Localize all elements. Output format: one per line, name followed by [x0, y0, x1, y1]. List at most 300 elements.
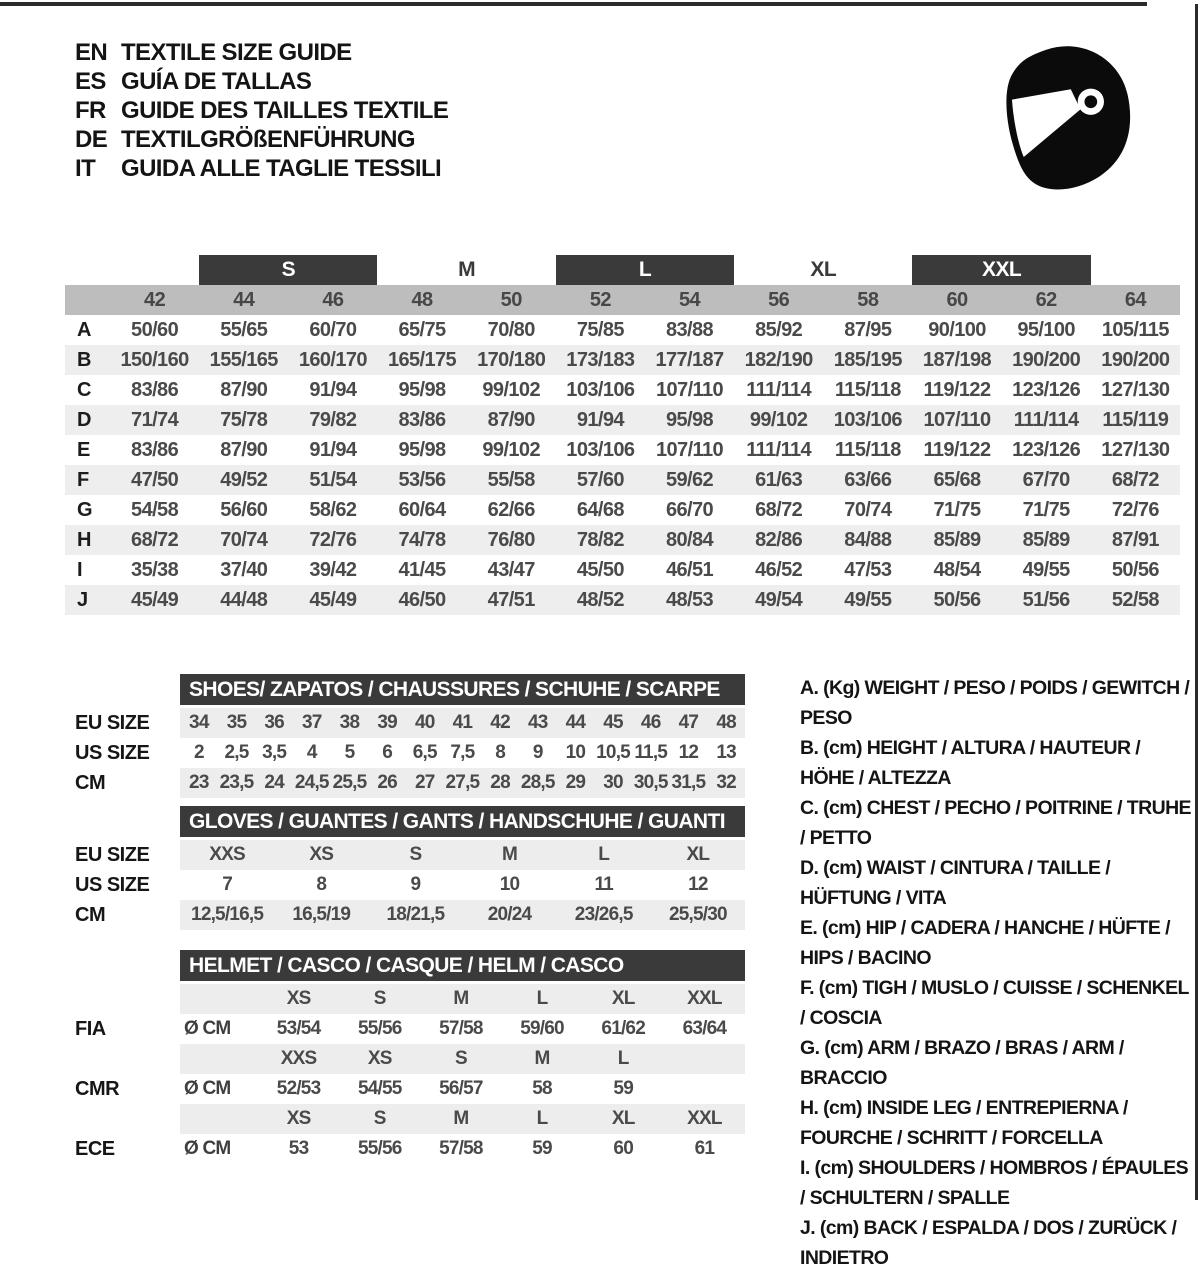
- measure-value: 107/110: [656, 438, 724, 461]
- measure-value: 111/114: [1002, 405, 1091, 435]
- measure-value: 56/60: [220, 498, 268, 521]
- shoes-header-spacer: [65, 674, 180, 705]
- shoes-row: [65, 768, 745, 798]
- measure-value: 79/82: [288, 405, 377, 435]
- gloves-value: M: [462, 840, 556, 870]
- language-label: GUIDE DES TAILLES TEXTILE: [121, 97, 449, 124]
- shoes-value: 7,5: [450, 742, 475, 763]
- row-letter: J: [65, 585, 110, 615]
- shoes-row-label: CM: [65, 768, 180, 798]
- measure-value: 107/110: [912, 405, 1001, 435]
- helmet-size-value: 63/64: [682, 1018, 727, 1039]
- measure-value: 64/68: [576, 498, 624, 521]
- helmet-size-label: XS: [339, 1044, 420, 1074]
- helmet-header-spacer: [65, 950, 180, 981]
- helmet-icon: [982, 36, 1154, 202]
- measure-value: 57/60: [556, 465, 645, 495]
- helmet-sizes-row-fia: [65, 984, 745, 1014]
- shoes-row-label: US SIZE: [65, 738, 180, 768]
- helmet-size-value: 53: [288, 1138, 309, 1159]
- language-label: TEXTILGRÖßENFÜHRUNG: [121, 126, 415, 153]
- measure-value: 83/88: [665, 318, 714, 341]
- measure-value: 75/78: [199, 405, 288, 435]
- table-cell: [110, 255, 199, 285]
- helmet-sizes-row-spacer: [65, 1104, 180, 1134]
- language-label: TEXTILE SIZE GUIDE: [121, 39, 352, 66]
- numeric-size: 60: [912, 285, 1001, 315]
- measure-value: 49/52: [199, 465, 288, 495]
- measure-row-I: [65, 555, 1180, 585]
- shoes-value: 28: [481, 768, 519, 798]
- helmet-size-label: M: [501, 1044, 582, 1074]
- helmet-standard-label: CMR: [65, 1074, 180, 1104]
- helmet-size-label: XS: [258, 1104, 339, 1134]
- measure-value: 87/90: [220, 378, 268, 401]
- measure-value: 91/94: [309, 438, 357, 461]
- language-title-it: [75, 154, 448, 183]
- shoes-value: 13: [716, 742, 736, 763]
- measure-value: 51/56: [1002, 585, 1091, 615]
- measure-value: 55/65: [220, 318, 268, 341]
- shoes-value: 10,5: [596, 742, 630, 763]
- measure-value: 50/56: [1111, 558, 1159, 581]
- size-group-l: L: [556, 255, 734, 285]
- measure-value: 48/54: [933, 558, 981, 581]
- shoes-size-block: [65, 674, 745, 798]
- helmet-sizes-row-spacer: [65, 1044, 180, 1074]
- helmet-sizes-row-ece: [65, 1104, 745, 1134]
- shoes-value: 23,5: [218, 768, 256, 798]
- language-title-de: [75, 125, 448, 154]
- shoes-value: 32: [707, 768, 745, 798]
- helmet-sizes-row-cmr: [65, 1044, 745, 1074]
- shoes-value: 41: [444, 708, 482, 738]
- measure-value: 41/45: [398, 558, 446, 581]
- measure-value: 87/91: [1091, 525, 1180, 555]
- measure-value: 95/98: [398, 378, 446, 401]
- helmet-size-value: 59/60: [520, 1018, 564, 1039]
- language-code: DE: [75, 126, 108, 153]
- gloves-value: 12,5/16,5: [180, 900, 274, 930]
- measure-value: 53/56: [377, 465, 466, 495]
- gloves-row: [65, 840, 745, 870]
- top-border-line: [0, 2, 1147, 6]
- measure-row-F: [65, 465, 1180, 495]
- shoes-value: 45: [594, 708, 632, 738]
- measure-value: 49/55: [1022, 558, 1070, 581]
- shoes-value: 46: [632, 708, 670, 738]
- gloves-value: 8: [316, 874, 327, 895]
- measure-value: 87/90: [467, 405, 556, 435]
- measure-value: 83/86: [131, 438, 179, 461]
- measure-value: 85/89: [1002, 525, 1091, 555]
- measure-value: 165/175: [377, 345, 466, 375]
- measure-value: 182/190: [734, 345, 823, 375]
- measure-value: 50/60: [131, 318, 179, 341]
- helmet-unit-spacer: [180, 1104, 258, 1134]
- helmet-size-label: XXL: [664, 984, 745, 1014]
- shoes-value: 2: [193, 742, 204, 763]
- measure-value: 85/89: [912, 525, 1001, 555]
- shoes-value: 28,5: [519, 768, 557, 798]
- helmet-size-value: [664, 1074, 745, 1104]
- helmet-size-label: [664, 1044, 745, 1074]
- shoes-section-header: SHOES/ ZAPATOS / CHAUSSURES / SCHUHE / SCARPE: [180, 674, 745, 705]
- numeric-size: 48: [377, 285, 466, 315]
- measure-value: 55/58: [467, 465, 556, 495]
- shoes-value: 24: [255, 768, 293, 798]
- measure-value: 48/53: [645, 585, 734, 615]
- helmet-size-label: XS: [258, 984, 339, 1014]
- shoes-value: 37: [293, 708, 331, 738]
- measure-value: 95/98: [398, 438, 446, 461]
- legend-item-e: E. (cm) HIP / CADERA / HANCHE / HÜFTE / HIPS / BACINO: [800, 917, 1170, 969]
- shoes-value: 9: [532, 742, 543, 763]
- shoes-value: 43: [519, 708, 557, 738]
- measure-value: 99/102: [734, 405, 823, 435]
- size-group-s: S: [199, 255, 377, 285]
- legend-item-i: I. (cm) SHOULDERS / HOMBROS / ÉPAULES / SCHULTERN / SPALLE: [800, 1157, 1189, 1209]
- measure-value: 91/94: [309, 378, 357, 401]
- gloves-section-header: GLOVES / GUANTES / GANTS / HANDSCHUHE / GUANTI: [180, 806, 745, 837]
- table-cell: [65, 285, 110, 315]
- shoes-value: 47: [670, 708, 708, 738]
- shoes-value: 44: [557, 708, 595, 738]
- measurement-legend: [800, 673, 1193, 1273]
- gloves-value: 16,5/19: [274, 900, 368, 930]
- shoes-value: 27: [406, 768, 444, 798]
- helmet-size-value: 59: [532, 1138, 552, 1159]
- measure-value: 170/180: [467, 345, 556, 375]
- table-cell: [65, 255, 110, 285]
- numeric-size: 54: [645, 285, 734, 315]
- numeric-size: 46: [288, 285, 377, 315]
- gloves-row: [65, 870, 745, 900]
- shoes-value: 8: [495, 742, 505, 763]
- gloves-value: 9: [410, 874, 421, 895]
- size-group-m: M: [458, 258, 476, 281]
- shoes-row-label: EU SIZE: [65, 708, 180, 738]
- shoes-value: 36: [255, 708, 293, 738]
- numeric-size: 50: [467, 285, 556, 315]
- gloves-value: 7: [222, 874, 232, 895]
- measure-row-J: [65, 585, 1180, 615]
- measure-value: 60/64: [398, 498, 446, 521]
- shoes-value: 35: [218, 708, 256, 738]
- gloves-size-block: [65, 806, 745, 930]
- measure-value: 67/70: [1002, 465, 1091, 495]
- helmet-size-value: 61: [694, 1138, 715, 1159]
- helmet-size-value: 57/58: [439, 1018, 483, 1039]
- shoes-value: 27,5: [444, 768, 482, 798]
- main-size-table: [65, 255, 1180, 615]
- shoes-value: 26: [368, 768, 406, 798]
- measure-value: 85/92: [755, 318, 803, 341]
- legend-item-h: H. (cm) INSIDE LEG / ENTREPIERNA / FOURCHE / SCHRITT / FORCELLA: [800, 1097, 1128, 1149]
- measure-value: 68/72: [755, 498, 803, 521]
- measure-value: 45/50: [576, 558, 624, 581]
- shoes-value: 39: [368, 708, 406, 738]
- legend-item-f: F. (cm) TIGH / MUSLO / CUISSE / SCHENKEL / COSCIA: [800, 977, 1189, 1029]
- row-letter: E: [77, 438, 90, 461]
- measure-value: 150/160: [110, 345, 199, 375]
- measure-value: 82/86: [734, 525, 823, 555]
- measure-value: 91/94: [556, 405, 645, 435]
- measure-row-G: [65, 495, 1180, 525]
- measure-value: 47/51: [467, 585, 556, 615]
- helmet-standard-label: FIA: [65, 1014, 180, 1044]
- measure-value: 99/102: [482, 438, 540, 461]
- helmet-size-label: L: [501, 1104, 582, 1134]
- shoes-value: 30,5: [632, 768, 670, 798]
- helmet-size-label: S: [420, 1044, 501, 1074]
- helmet-size-label: S: [339, 1104, 420, 1134]
- measure-value: 107/110: [656, 378, 724, 401]
- helmet-size-value: 60: [613, 1138, 633, 1159]
- language-code: IT: [75, 155, 96, 182]
- measure-value: 95/100: [1017, 318, 1075, 341]
- measure-value: 185/195: [823, 345, 912, 375]
- shoes-value: 2,5: [224, 742, 249, 763]
- gloves-value: 12: [688, 874, 708, 895]
- measure-value: 103/106: [566, 438, 635, 461]
- helmet-size-value: 54/55: [357, 1078, 402, 1099]
- measure-value: 68/72: [110, 525, 199, 555]
- measure-value: 61/63: [734, 465, 823, 495]
- numeric-size: 58: [823, 285, 912, 315]
- row-letter: C: [77, 378, 91, 401]
- shoes-value: 5: [344, 742, 355, 763]
- numeric-size-row: [65, 285, 1180, 315]
- language-title-list: [75, 38, 448, 183]
- shoes-value: 4: [306, 742, 317, 763]
- helmet-values-row-cmr: [65, 1074, 745, 1104]
- gloves-value: 25,5/30: [651, 900, 745, 930]
- measure-value: 50/56: [912, 585, 1001, 615]
- legend-item-b: B. (cm) HEIGHT / ALTURA / HAUTEUR / HÖHE / ALTEZZA: [800, 737, 1141, 789]
- size-group-header-row: [65, 255, 1180, 285]
- helmet-unit-label: Ø CM: [184, 1078, 231, 1099]
- size-group-xxl: XXL: [912, 255, 1090, 285]
- shoes-value: 30: [594, 768, 632, 798]
- measure-value: 187/198: [912, 345, 1001, 375]
- helmet-size-value: 52/53: [276, 1078, 321, 1099]
- measure-value: 68/72: [1091, 465, 1180, 495]
- measure-value: 90/100: [928, 318, 986, 341]
- measure-value: 52/58: [1091, 585, 1180, 615]
- helmet-size-label: M: [420, 984, 501, 1014]
- shoes-value: 38: [331, 708, 369, 738]
- measure-value: 72/76: [288, 525, 377, 555]
- measure-value: 59/62: [645, 465, 734, 495]
- gloves-value: 20/24: [462, 900, 556, 930]
- shoes-value: 25,5: [331, 768, 369, 798]
- measure-value: 78/82: [556, 525, 645, 555]
- row-letter: F: [65, 465, 110, 495]
- measure-value: 103/106: [566, 378, 635, 401]
- shoes-value: 6: [382, 742, 392, 763]
- measure-value: 70/80: [487, 318, 535, 341]
- helmet-size-value: 57/58: [439, 1138, 483, 1159]
- gloves-value: XS: [274, 840, 368, 870]
- measure-value: 45/49: [110, 585, 199, 615]
- shoes-value: 6,5: [412, 742, 437, 763]
- measure-row-C: [65, 375, 1180, 405]
- measure-value: 75/85: [576, 318, 624, 341]
- measure-row-H: [65, 525, 1180, 555]
- helmet-size-block: [65, 950, 745, 1164]
- shoes-value: 12: [678, 742, 699, 763]
- measure-value: 70/74: [844, 498, 892, 521]
- measure-value: 76/80: [467, 525, 556, 555]
- measure-value: 46/51: [665, 558, 714, 581]
- gloves-row-label: EU SIZE: [65, 840, 180, 870]
- measure-row-B: [65, 345, 1180, 375]
- helmet-size-label: L: [583, 1044, 664, 1074]
- measure-value: 46/52: [755, 558, 803, 581]
- shoes-value: 40: [406, 708, 444, 738]
- measure-value: 49/54: [734, 585, 823, 615]
- measure-value: 74/78: [377, 525, 466, 555]
- gloves-row-label: US SIZE: [65, 870, 180, 900]
- language-code: EN: [75, 39, 108, 66]
- measure-value: 111/114: [746, 438, 812, 461]
- measure-value: 190/200: [1091, 345, 1180, 375]
- measure-value: 39/42: [309, 558, 357, 581]
- measure-value: 62/66: [487, 498, 535, 521]
- language-title-en: [75, 38, 448, 67]
- gloves-value: L: [557, 840, 651, 870]
- measure-value: 83/86: [377, 405, 466, 435]
- helmet-size-value: 58: [532, 1078, 552, 1099]
- measure-value: 65/75: [398, 318, 446, 341]
- size-group-xl: XL: [810, 258, 837, 281]
- helmet-size-value: 55/56: [357, 1018, 402, 1039]
- right-border-line: [1195, 4, 1198, 1200]
- measure-value: 49/55: [823, 585, 912, 615]
- legend-item-j: J. (cm) BACK / ESPALDA / DOS / ZURÜCK / INDIETRO: [800, 1217, 1177, 1269]
- helmet-size-value: 59: [613, 1078, 633, 1099]
- shoes-value: 10: [565, 742, 586, 763]
- measure-value: 127/130: [1101, 378, 1170, 401]
- measure-value: 51/54: [288, 465, 377, 495]
- measure-value: 70/74: [199, 525, 288, 555]
- measure-value: 99/102: [482, 378, 540, 401]
- measure-value: 177/187: [645, 345, 734, 375]
- language-code: FR: [75, 97, 106, 124]
- helmet-size-label: XXL: [664, 1104, 745, 1134]
- helmet-unit-spacer: [180, 984, 258, 1014]
- measure-value: 127/130: [1101, 438, 1170, 461]
- shoes-value: 31,5: [670, 768, 708, 798]
- gloves-value: 10: [499, 874, 520, 895]
- measure-value: 123/126: [1012, 438, 1081, 461]
- measure-value: 95/98: [645, 405, 734, 435]
- measure-row-E: [65, 435, 1180, 465]
- numeric-size: 52: [556, 285, 645, 315]
- measure-value: 190/200: [1002, 345, 1091, 375]
- shoes-row: [65, 738, 745, 768]
- helmet-sizes-row-spacer: [65, 984, 180, 1014]
- helmet-size-label: XXS: [258, 1044, 339, 1074]
- measure-value: 87/90: [220, 438, 268, 461]
- measure-value: 119/122: [923, 378, 991, 401]
- helmet-unit-spacer: [180, 1044, 258, 1074]
- helmet-size-label: L: [501, 984, 582, 1014]
- row-letter: G: [77, 498, 92, 521]
- measure-value: 103/106: [823, 405, 912, 435]
- measure-value: 46/50: [377, 585, 466, 615]
- row-letter: H: [65, 525, 110, 555]
- measure-value: 66/70: [665, 498, 714, 521]
- table-cell: [1091, 255, 1180, 285]
- measure-value: 80/84: [645, 525, 734, 555]
- legend-item-g: G. (cm) ARM / BRAZO / BRAS / ARM / BRACCIO: [800, 1037, 1124, 1089]
- measure-value: 35/38: [131, 558, 179, 581]
- gloves-value: S: [368, 840, 462, 870]
- language-label: GUÍA DE TALLAS: [121, 68, 312, 95]
- helmet-values-row-fia: [65, 1014, 745, 1044]
- measure-value: 119/122: [923, 438, 991, 461]
- measure-value: 173/183: [556, 345, 645, 375]
- numeric-size: 42: [110, 285, 199, 315]
- helmet-size-label: XL: [583, 984, 664, 1014]
- shoes-value: 24,5: [293, 768, 331, 798]
- shoes-value: 48: [707, 708, 745, 738]
- measure-value: 123/126: [1012, 378, 1081, 401]
- numeric-size: 62: [1002, 285, 1091, 315]
- helmet-unit-label: Ø CM: [184, 1138, 231, 1159]
- helmet-size-label: M: [420, 1104, 501, 1134]
- gloves-value: 23/26,5: [557, 900, 651, 930]
- language-label: GUIDA ALLE TAGLIE TESSILI: [121, 155, 442, 182]
- measure-value: 111/114: [746, 378, 812, 401]
- measure-value: 105/115: [1101, 318, 1169, 341]
- helmet-unit-label: Ø CM: [184, 1018, 231, 1039]
- shoes-value: 29: [557, 768, 595, 798]
- measure-value: 65/68: [912, 465, 1001, 495]
- helmet-section-header: HELMET / CASCO / CASQUE / HELM / CASCO: [180, 950, 745, 981]
- measure-value: 160/170: [288, 345, 377, 375]
- gloves-value: XL: [651, 840, 745, 870]
- row-letter: I: [77, 558, 82, 581]
- language-title-fr: [75, 96, 448, 125]
- gloves-value: 11: [594, 874, 613, 895]
- measure-value: 44/48: [199, 585, 288, 615]
- gloves-header-spacer: [65, 806, 180, 837]
- measure-value: 47/50: [110, 465, 199, 495]
- measure-value: 83/86: [131, 378, 179, 401]
- gloves-row-label: CM: [65, 900, 180, 930]
- legend-item-c: C. (cm) CHEST / PECHO / POITRINE / TRUHE / PETTO: [800, 797, 1191, 849]
- row-letter: B: [65, 345, 110, 375]
- helmet-standard-label: ECE: [65, 1134, 180, 1164]
- gloves-size-table: [65, 840, 745, 930]
- gloves-value: 18/21,5: [368, 900, 462, 930]
- measure-value: 72/76: [1111, 498, 1159, 521]
- measure-value: 60/70: [309, 318, 357, 341]
- measure-value: 71/75: [933, 498, 981, 521]
- language-code: ES: [75, 68, 106, 95]
- measure-value: 43/47: [487, 558, 535, 581]
- measure-value: 45/49: [288, 585, 377, 615]
- helmet-size-label: XL: [583, 1104, 664, 1134]
- helmet-size-table: [65, 984, 745, 1164]
- shoes-value: 34: [180, 708, 218, 738]
- measure-value: 48/52: [556, 585, 645, 615]
- helmet-size-label: S: [339, 984, 420, 1014]
- helmet-values-row-ece: [65, 1134, 745, 1164]
